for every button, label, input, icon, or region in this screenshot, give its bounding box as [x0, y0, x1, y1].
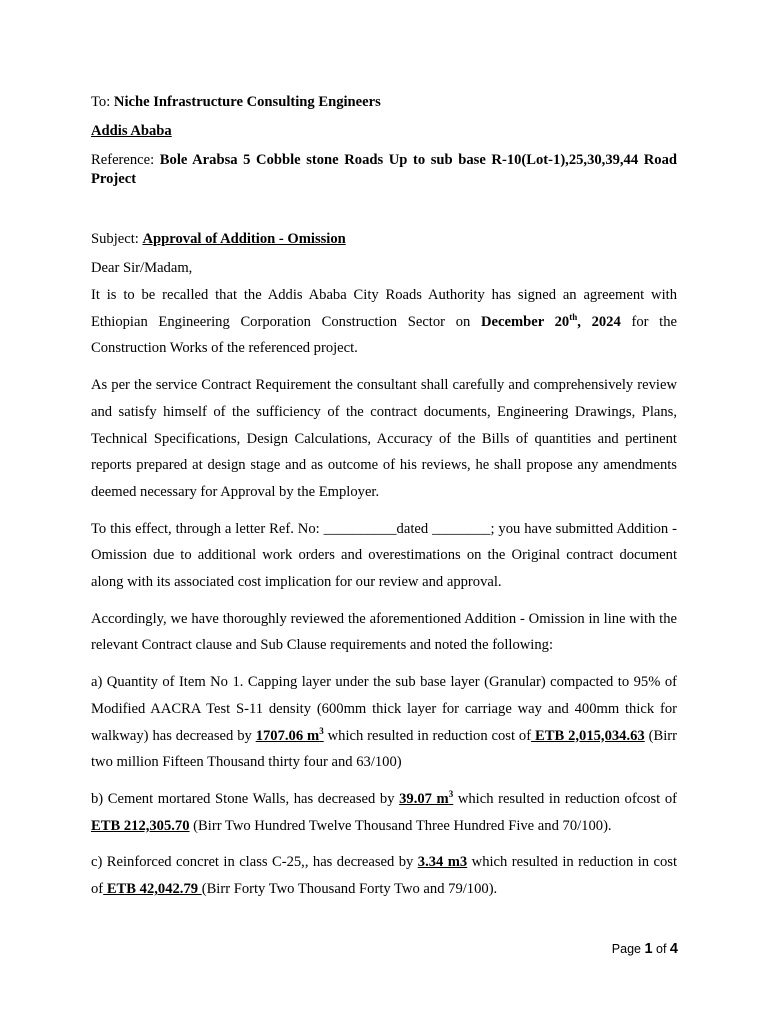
current-page-number: 1: [644, 941, 653, 957]
item-a: [91, 669, 677, 776]
item-b-quantity-value: 39.07 m: [399, 790, 449, 807]
page-number-footer: [612, 941, 678, 957]
agreement-date-day: December 20: [481, 313, 570, 330]
reference-value: Bole Arabsa 5 Cobble stone Roads Up to sub base R-10(Lot-1),25,30,39,44 Road Project: [91, 152, 677, 187]
paragraph-review: Accordingly, we have thoroughly reviewed the aforementioned Addition - Omission in line with the relevant Contract clause and Sub Clause requirements and noted the following:: [91, 610, 677, 654]
item-c: [91, 849, 677, 902]
item-a-quantity-value: 1707.06 m: [255, 727, 320, 744]
addressee-city: Addis Ababa: [91, 123, 172, 139]
addressee-line: [91, 93, 677, 112]
item-a-text: a) Quantity of Item No 1. Capping layer under the sub base layer (Granular) compacted to 95% of Modified AACRA Test S-11 density (600mm thick layer for carriage way and 400mm thick for walkway) has decreased by: [91, 674, 677, 744]
paragraph-agreement-tail: for the Construction Works of the referenced project.: [91, 313, 677, 357]
item-c-mid: which resulted in reduction in cost of: [91, 854, 677, 898]
subject-label: Subject:: [91, 231, 139, 247]
item-c-text: c) Reinforced concret in class C-25,, has decreased by: [91, 854, 418, 871]
letter-body: [91, 93, 677, 903]
reference-line: [91, 151, 677, 189]
addressee-name: Niche Infrastructure Consulting Engineers: [113, 94, 381, 110]
item-a-quantity-unit-exp: 3: [319, 725, 324, 736]
item-b-text: b) Cement mortared Stone Walls, has decreased by: [91, 790, 400, 807]
item-a-words: (Birr two million Fifteen Thousand thirty four and 63/100): [91, 727, 677, 771]
salutation: Dear Sir/Madam,: [91, 260, 193, 276]
item-a-cost: ETB 2,015,034.63: [531, 727, 645, 744]
total-page-count: 4: [669, 941, 678, 957]
subject-line: [91, 230, 677, 249]
paragraph-submission: To this effect, through a letter Ref. No: __________dated ________; you have submitted Addition - Omission due to additional work orders and overestimations on the Original contract document along with its associated cost implication for our review and approval.: [91, 520, 677, 591]
reference-label: Reference:: [91, 152, 155, 168]
item-a-mid: which resulted in reduction cost of: [323, 727, 532, 744]
agreement-date-year: , 2024: [577, 313, 621, 330]
agreement-date: [481, 311, 621, 330]
item-b-mid: which resulted in reduction ofcost of: [453, 790, 677, 807]
paragraph-agreement-text: It is to be recalled that the Addis Ababa City Roads Authority has signed an agreement with Ethiopian Engineering Corporation Construction Sector on: [91, 287, 677, 330]
subject-value: Approval of Addition - Omission: [142, 231, 346, 247]
item-c-words: (Birr Forty Two Thousand Forty Two and 79/100).: [201, 881, 498, 898]
page-word: Page: [611, 942, 645, 956]
item-b-words: (Birr Two Hundred Twelve Thousand Three Hundred Five and 70/100).: [189, 817, 612, 834]
item-c-quantity: 3.34 m3: [417, 854, 468, 871]
to-label: To:: [91, 94, 111, 110]
item-b-cost: ETB 212,305.70: [91, 817, 190, 834]
agreement-date-suffix: th: [569, 311, 578, 322]
paragraph-contract-requirement: As per the service Contract Requirement the consultant shall carefully and comprehensively review and satisfy himself of the sufficiency of the contract documents, Engineering Drawings, Plans, Technical Specifications, Design Calculations, Accuracy of the Bills of quantities and pertinent reports prepared at design stage and as outcome of his reviews, he shall propose any amendments deemed necessary for Approval by the Employer.: [91, 377, 677, 500]
item-b-quantity-unit-exp: 3: [448, 789, 454, 800]
of-word: of: [652, 942, 670, 956]
item-b-quantity: [399, 791, 453, 807]
paragraph-agreement: [91, 282, 677, 362]
item-b: [91, 786, 677, 839]
item-a-quantity: [255, 725, 324, 744]
item-c-cost: ETB 42,042.79: [103, 881, 202, 898]
